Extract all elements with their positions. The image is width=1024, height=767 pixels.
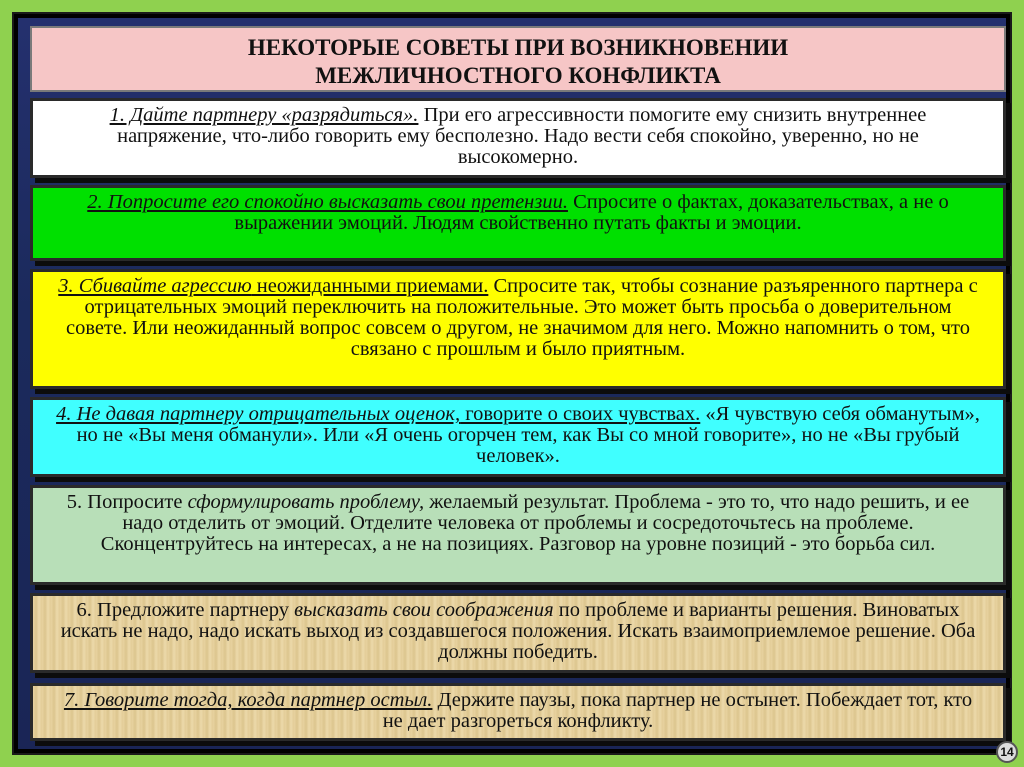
tip-2-lead: 2. Попросите его спокойно высказать свои претензии. <box>87 191 568 213</box>
tip-7-lead: 7. Говорите тогда, когда партнер остыл. <box>63 689 433 711</box>
tip-4-lead-rest: говорите о своих чувствах. <box>460 403 701 425</box>
tip-3-text: Спросите так, чтобы сознание разъяренного партнера с отрицательных эмоций переключить на положительные. Это может быть просьба о доверительном совете. Или неожиданный вопрос совсем о другом, не значимом для него. Можно напомнить о том, что связано с прошлым и было приятным. <box>66 275 978 360</box>
title-line-1: НЕКОТОРЫЕ СОВЕТЫ ПРИ ВОЗНИКНОВЕНИИ <box>247 35 789 60</box>
tip-card-3 <box>30 269 1006 389</box>
tip-5-emphasis: сформулировать проблему, <box>187 491 425 513</box>
tip-5-text: желаемый результат. Проблема - это то, что надо решить, и ее надо отделить от эмоций. Отделите человека от проблемы и сосредоточьтесь на проблеме. Сконцентруйтесь на интересах, а не на позициях. Разговор на уровне позиций - это борьба сил. <box>100 491 970 555</box>
tip-card-7 <box>30 683 1006 741</box>
tip-4-lead: 4. Не давая партнеру отрицательных оценок, <box>56 403 461 425</box>
title-line-2: МЕЖЛИЧНОСТНОГО КОНФЛИКТА <box>315 63 721 88</box>
page-number-badge: 14 <box>996 741 1018 763</box>
tip-card-5 <box>30 485 1006 585</box>
tip-1-text: При его агрессивности помогите ему снизить внутреннее напряжение, что-либо говорить ему бесполезно. Надо вести себя спокойно, уверенно, но не высокомерно. <box>117 104 927 168</box>
tip-card-4 <box>30 397 1006 477</box>
slide-title <box>30 26 1006 92</box>
tip-3-lead-rest: неожиданными приемами. <box>251 275 489 297</box>
tip-5-pre: 5. Попросите <box>66 491 188 513</box>
tip-6-pre: 6. Предложите партнеру <box>76 599 295 621</box>
tip-card-2 <box>30 185 1006 261</box>
tip-3-lead: 3. Сбивайте агрессию <box>58 275 252 297</box>
tip-2-text: Спросите о фактах, доказательствах, а не о выражении эмоций. Людям свойственно путать факты и эмоции. <box>234 191 949 234</box>
tip-6-emphasis: высказать свои соображения <box>294 599 554 621</box>
tip-4-text: «Я чувствую себя обманутым», но не «Вы меня обманули». Или «Я очень огорчен тем, как Вы со мной говорите», но не «Вы грубый человек». <box>76 403 980 467</box>
tip-1-lead: 1. Дайте партнеру «разрядиться». <box>109 104 419 126</box>
tip-7-text: Держите паузы, пока партнер не остынет. Побеждает тот, кто не дает разгореться конфликту. <box>382 689 973 732</box>
tip-6-text: по проблеме и варианты решения. Виноватых искать не надо, надо искать выход из создавшегося положения. Искать взаимоприемлемое решение. Оба должны победить. <box>60 599 976 663</box>
tip-card-6 <box>30 593 1006 673</box>
tip-card-1 <box>30 98 1006 178</box>
